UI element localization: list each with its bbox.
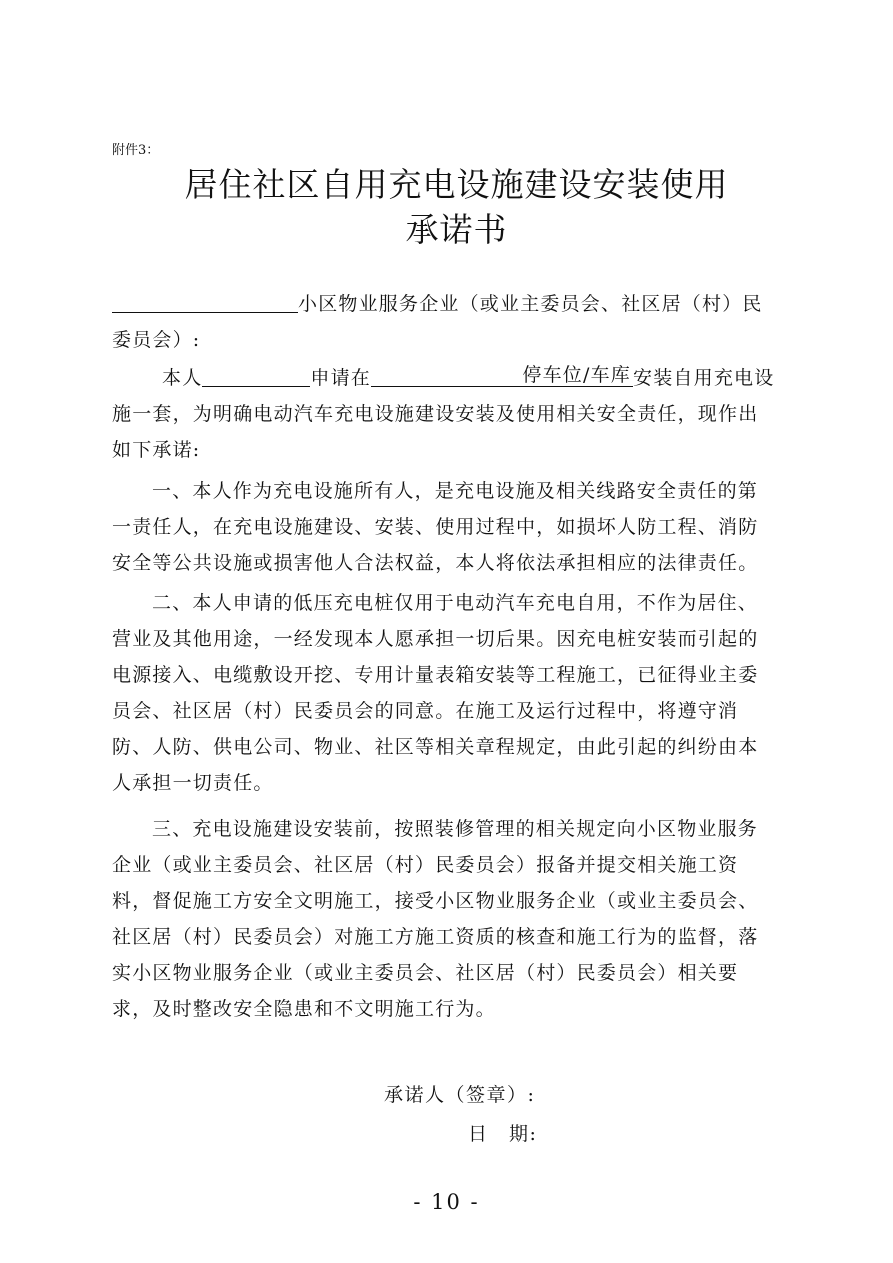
intro-line-1 <box>112 360 792 396</box>
intro-prefix: 本人 <box>162 367 203 389</box>
intro-line-2: 施一套，为明确电动汽车充电设施建设安装及使用相关安全责任，现作出 <box>112 403 759 425</box>
attachment-label: 附件3： <box>112 143 160 158</box>
location-blank <box>371 364 633 387</box>
intro-block <box>112 360 792 468</box>
clause-3 <box>112 811 792 1027</box>
clause-2-line: 二、本人申请的低压充电桩仅用于电动汽车充电自用，不作为居住、 <box>152 592 759 614</box>
addressee-line-2: 委员会）: <box>112 329 201 351</box>
addressee-line-1 <box>112 286 792 322</box>
addressee-text-1: 小区物业服务企业（或业主委员会、社区居（村）民 <box>298 293 763 315</box>
clause-3-line: 料，督促施工方安全文明施工，接受小区物业服务企业（或业主委员会、 <box>112 890 759 912</box>
clause-2 <box>112 585 792 801</box>
intro-line-1-tail: 安装自用充电设 <box>633 367 775 389</box>
clause-2-line: 员会、社区居（村）民委员会的同意。在施工及运行过程中，将遵守消 <box>112 700 739 722</box>
clause-2-line: 营业及其他用途，一经发现本人愿承担一切后果。因充电桩安装而引起的 <box>112 628 759 650</box>
clause-3-line: 三、充电设施建设安装前，按照装修管理的相关规定向小区物业服务 <box>152 818 759 840</box>
clause-3-line: 企业（或业主委员会、社区居（村）民委员会）报备并提交相关施工资 <box>112 854 739 876</box>
title-line-1: 居住社区自用充电设施建设安装使用 <box>184 165 729 204</box>
location-place: 停车位/车库 <box>522 364 632 386</box>
clause-1 <box>112 473 792 581</box>
community-name-blank <box>112 290 298 313</box>
intro-apply: 申请在 <box>310 367 372 389</box>
addressee-block <box>112 286 792 358</box>
clause-1-line: 安全等公共设施或损害他人合法权益，本人将依法承担相应的法律责任。 <box>112 552 759 574</box>
clause-1-line: 一责任人，在充电设施建设、安装、使用过程中，如损坏人防工程、消防 <box>112 516 759 538</box>
applicant-name-blank <box>202 364 310 387</box>
title-line-2: 承诺书 <box>405 210 508 249</box>
clause-2-line: 人承担一切责任。 <box>112 772 274 794</box>
page-number: - 10 - <box>413 1190 480 1214</box>
date-label: 日 期: <box>468 1123 538 1145</box>
clause-2-line: 电源接入、电缆敷设开挖、专用计量表箱安装等工程施工，已征得业主委 <box>112 664 759 686</box>
clause-3-line: 求，及时整改安全隐患和不文明施工行为。 <box>112 998 496 1020</box>
clause-1-line: 一、本人作为充电设施所有人，是充电设施及相关线路安全责任的第 <box>152 480 759 502</box>
intro-line-3: 如下承诺: <box>112 439 201 461</box>
clause-2-line: 防、人防、供电公司、物业、社区等相关章程规定，由此引起的纠纷由本 <box>112 736 759 758</box>
signer-label: 承诺人（签章）: <box>384 1084 536 1106</box>
clause-3-line: 实小区物业服务企业（或业主委员会、社区居（村）民委员会）相关要 <box>112 962 739 984</box>
clause-3-line: 社区居（村）民委员会）对施工方施工资质的核查和施工行为的监督，落 <box>112 926 759 948</box>
